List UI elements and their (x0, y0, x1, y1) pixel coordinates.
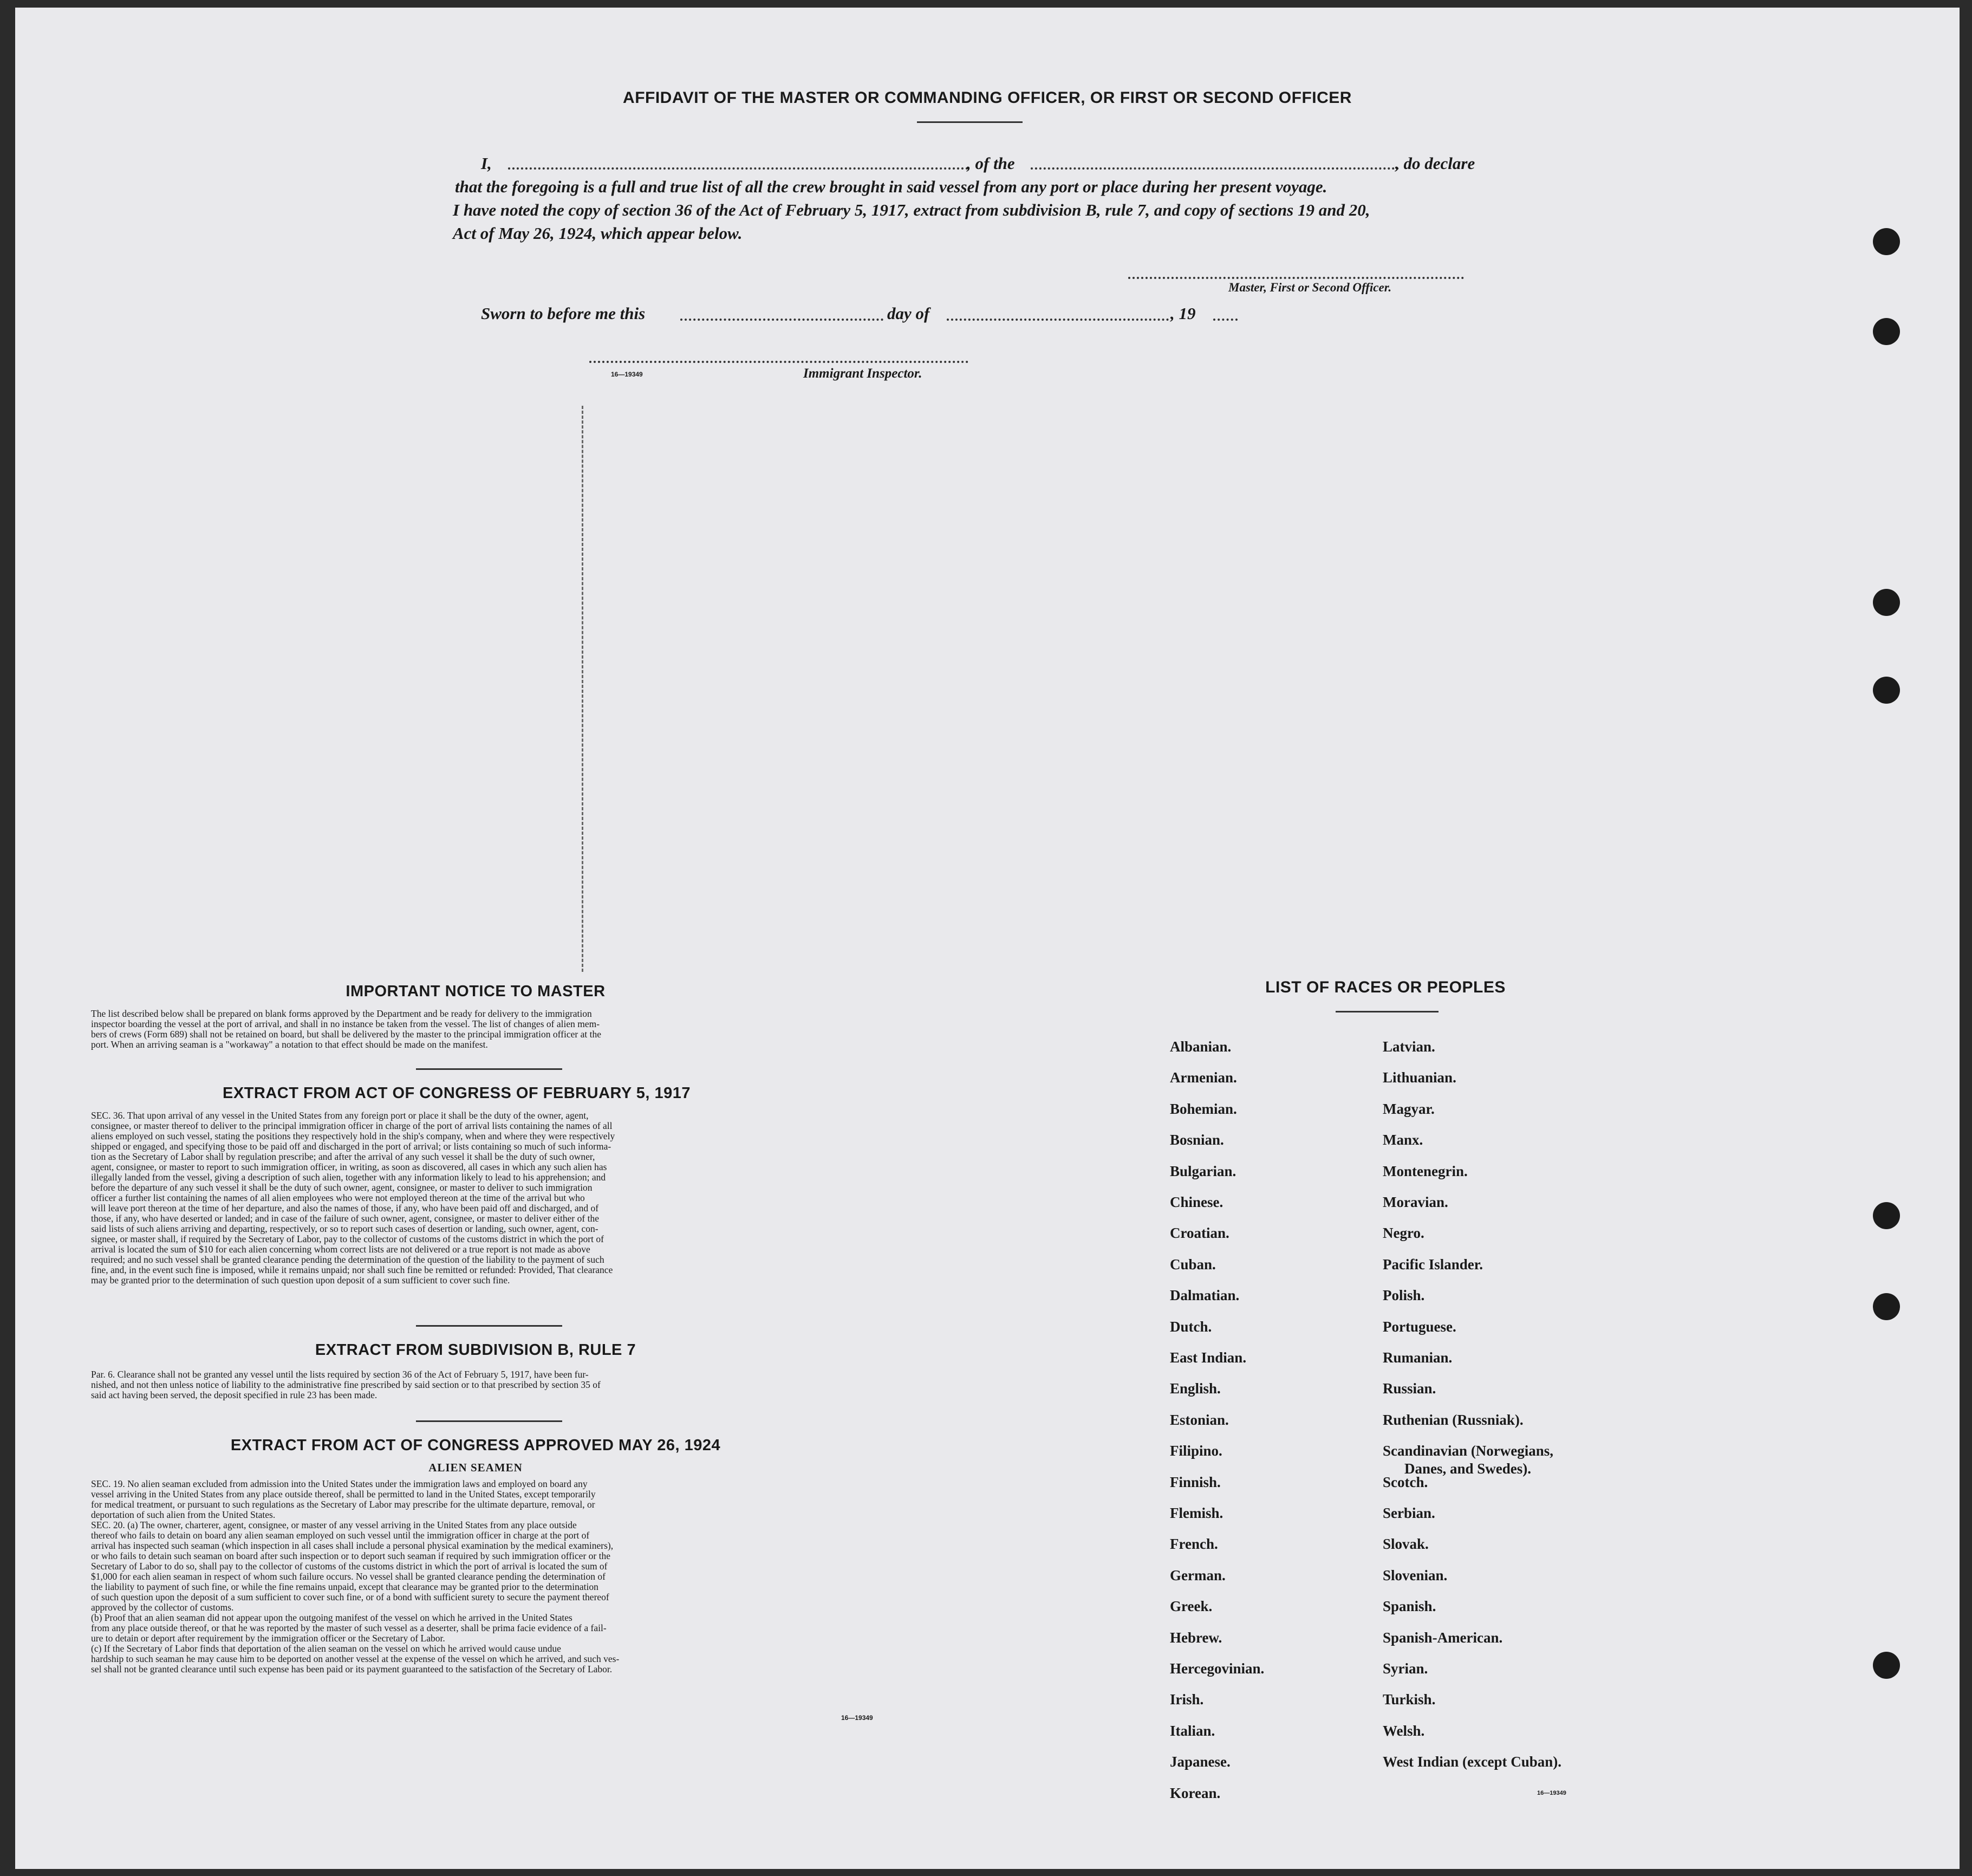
race-item: Portuguese. (1383, 1318, 1456, 1335)
race-item: Welsh. (1383, 1722, 1425, 1739)
extract-1917-body: SEC. 36. That upon arrival of any vessel in the United States from any foreign port or place it shall be the duty of the owner, agent, consignee, or master thereof to deliver to the principal immigration officer in charge of the port of arrival lists containing the names of all aliens employed on such vessel, stating the positions they respectively hold in the ship's company, when and where they were respectively shipped or engaged, and specifying those to be paid off and discharged in the port of arrival; or lists containing so much of such informa- tion as the Secretary of Labor shall by regulation prescribe; and after the arrival of any such vessel it shall be the duty of such owner, agent, consignee, or master to report to such immigration officer, in writing, as soon as discovered, all cases in which any such alien has illegally landed from the vessel, giving a description of such alien, together with any information likely to lead to his apprehension; and before the departure of any such vessel it shall be the duty of such owner, agent, consignee, or master to deliver to such immigration officer a further list containing the names of all alien employees who were not employed thereon at the time of the arrival but who will leave port thereon at the time of her departure, and also the names of those, if any, who have been paid off and discharged, and of those, if any, who have deserted or landed; and in case of the failure of such owner, agent, consignee, or master to deliver either of the said lists of such aliens arriving and departing, respectively, or so to report such cases of desertion or landing, such owner, agent, con- signee, or master shall, if required by the Secretary of Labor, pay to the collector of customs of the customs district in which the port of arrival is located the sum of $10 for each alien concerning whom correct lists are not delivered or a true report is not made as above required; and no such vessel shall be granted clearance pending the determination of the question of the liability to the payment of such fine, and, in the event such fine is imposed, while it remains unpaid; nor shall such fine be remitted or refunded: Provided, That clearance may be granted prior to the determination of such question upon deposit of a sum sufficient to cover such fine. (91, 1110, 615, 1286)
race-item: Pacific Islander. (1383, 1256, 1483, 1273)
race-item: Slovenian. (1383, 1567, 1448, 1583)
affidavit-line-4: Act of May 26, 1924, which appear below. (453, 224, 743, 243)
punch-hole-3 (1873, 589, 1900, 616)
alien-seamen-subtitle: ALIEN SEAMEN (428, 1461, 523, 1474)
race-item: English. (1170, 1380, 1221, 1397)
race-item: Albanian. (1170, 1038, 1232, 1055)
divider-3 (416, 1420, 562, 1422)
inspector-caption: Immigrant Inspector. (803, 366, 922, 381)
punch-hole-2 (1873, 318, 1900, 345)
race-item: Spanish. (1383, 1598, 1436, 1615)
race-item: Flemish. (1170, 1505, 1223, 1521)
title-rule (917, 121, 1023, 123)
year-label: , 19 (1170, 304, 1196, 323)
year-blank[interactable] (1213, 319, 1238, 321)
races-title: LIST OF RACES OR PEOPLES (1265, 978, 1506, 996)
day-of-label: day of (887, 304, 930, 323)
notice-title: IMPORTANT NOTICE TO MASTER (346, 983, 606, 1000)
race-item: Cuban. (1170, 1256, 1216, 1273)
race-item: Italian. (1170, 1722, 1215, 1739)
divider-1 (416, 1068, 562, 1070)
affidavit-i-label: I, (481, 154, 492, 173)
race-item: Bulgarian. (1170, 1163, 1236, 1179)
affidavit-line-2: that the foregoing is a full and true list of all the crew brought in said vessel from any port or place during her present voyage. (455, 177, 1327, 196)
race-item: East Indian. (1170, 1349, 1247, 1366)
punch-hole-7 (1873, 1652, 1900, 1679)
race-item: Polish. (1383, 1287, 1425, 1304)
notice-body: The list described below shall be prepared on blank forms approved by the Department and be ready for delivery to the immigration inspector boarding the vessel at the port of arrival, and shall in no instance be taken from the vessel. The list of changes of alien mem- bers of crews (Form 689) shall not be retained on board, but shall be delivered by the master to the principal immigration officer at the port. When an arriving seaman is a "workaway" a notation to that effect should be made on the manifest. (91, 1008, 601, 1050)
race-item: Scotch. (1383, 1473, 1428, 1490)
race-item: Turkish. (1383, 1691, 1436, 1708)
extract-form-number: 16—19349 (841, 1714, 873, 1722)
inspector-blank[interactable] (589, 361, 968, 363)
extract-1924-body: SEC. 19. No alien seaman excluded from admission into the United States under the immigration laws and employed on board any vessel arriving in the United States from any place outside thereof, shall be permitted to land in the United States, except temporarily for medical treatment, or pursuant to such regulations as the Secretary of Labor may prescribe for the ultimate departure, removal, or deportation of such alien from the United States. SEC. 20. (a) The owner, charterer, agent, consignee, or master of any vessel arriving in the United States from any place outside thereof who fails to detain on board any alien seaman employed on such vessel until the immigration officer in charge at the port of arrival has inspected such seaman (which inspection in all cases shall include a personal physical examination by the medical examiners), or who fails to detain such seaman on board after such inspection or to deport such seaman if required by such immigration officer or the Secretary of Labor to do so, shall pay to the collector of customs of the customs district in which the port of arrival is located the sum of $1,000 for each alien seaman in respect of whom such failure occurs. No vessel shall be granted clearance pending the determination of the liability to payment of such fine, or while the fine remains unpaid, except that clearance may be granted prior to the determination of such question upon the deposit of a sum sufficient to cover such fine, or of a bond with sufficient surety to secure the payment thereof approved by the collector of customs. (b) Proof that an alien seaman did not appear upon the outgoing manifest of the vessel on which he arrived in the United States from any place outside thereof, or that he was reported by the master of such vessel as a deserter, shall be prima facie evidence of a fail- ure to detain or deport after requirement by the immigration officer or the Secretary of Labor. (c) If the Secretary of Labor finds that deportation of the alien seaman on the vessel on which he arrived would cause undue hardship to such seaman he may cause him to be deported on another vessel at the expense of the vessel on which he arrived, and such ves- sel shall not be granted clearance until such expense has been paid or its payment guaranteed to the satisfaction of the Secretary of Labor. (91, 1478, 620, 1674)
fold-line (582, 406, 585, 972)
document-page (15, 8, 1960, 1869)
punch-hole-4 (1873, 677, 1900, 704)
day-blank[interactable] (680, 319, 883, 321)
race-item: Hebrew. (1170, 1629, 1222, 1646)
affidavit-form-number: 16—19349 (611, 371, 643, 378)
sworn-label: Sworn to before me this (481, 304, 646, 323)
race-item: Croatian. (1170, 1225, 1229, 1242)
races-form-number: 16—19349 (1537, 1790, 1566, 1796)
race-item: Estonian. (1170, 1411, 1229, 1428)
race-item: Armenian. (1170, 1069, 1237, 1086)
race-item: Dutch. (1170, 1318, 1212, 1335)
race-item: Hercegovinian. (1170, 1660, 1265, 1677)
race-item: Bosnian. (1170, 1132, 1224, 1148)
race-item: German. (1170, 1567, 1226, 1583)
race-item: Bohemian. (1170, 1100, 1237, 1117)
affidavit-title: AFFIDAVIT OF THE MASTER OR COMMANDING OFFICER, OR FIRST OR SECOND OFFICER (623, 89, 1352, 107)
race-item: Irish. (1170, 1691, 1204, 1708)
race-item: Greek. (1170, 1598, 1213, 1615)
race-item: Filipino. (1170, 1443, 1222, 1459)
race-item: Dalmatian. (1170, 1287, 1240, 1304)
race-item: Rumanian. (1383, 1349, 1453, 1366)
divider-2 (416, 1325, 562, 1327)
race-item: Danes, and Swedes). (1404, 1460, 1532, 1477)
race-item: Japanese. (1170, 1754, 1231, 1770)
race-item: Slovak. (1383, 1536, 1429, 1553)
race-item: Montenegrin. (1383, 1163, 1468, 1179)
race-item: West Indian (except Cuban). (1383, 1754, 1562, 1770)
signature-blank[interactable] (1128, 277, 1464, 279)
race-item: Finnish. (1170, 1473, 1221, 1490)
race-item: Magyar. (1383, 1100, 1435, 1117)
punch-hole-1 (1873, 228, 1900, 255)
race-item: Negro. (1383, 1225, 1424, 1242)
races-rule (1336, 1011, 1439, 1012)
race-item: Ruthenian (Russniak). (1383, 1411, 1524, 1428)
punch-hole-5 (1873, 1202, 1900, 1229)
rule7-body: Par. 6. Clearance shall not be granted any vessel until the lists required by section 36 of the Act of February 5, 1917, have been fur- nished, and not then unless notice of liability to the administrative fine prescribed by said section or to that prescribed by section 35 of said act having been served, the deposit specified in rule 23 has been made. (91, 1369, 601, 1400)
affidavit-do-declare: , do declare (1395, 154, 1475, 173)
race-item: Serbian. (1383, 1505, 1435, 1521)
extract-1917-title: EXTRACT FROM ACT OF CONGRESS OF FEBRUARY 5, 1917 (222, 1085, 691, 1102)
name-blank[interactable] (508, 167, 968, 170)
race-item: Chinese. (1170, 1194, 1223, 1210)
extract-1924-title: EXTRACT FROM ACT OF CONGRESS APPROVED MAY 26, 1924 (230, 1437, 721, 1454)
signature-caption: Master, First or Second Officer. (1228, 281, 1392, 294)
affidavit-of-the: , of the (967, 154, 1015, 173)
race-item: Scandinavian (Norwegians, (1383, 1443, 1554, 1459)
race-item: Russian. (1383, 1380, 1436, 1397)
race-item: Spanish-American. (1383, 1629, 1503, 1646)
race-item: Korean. (1170, 1784, 1221, 1801)
race-item: Lithuanian. (1383, 1069, 1456, 1086)
vessel-blank[interactable] (1031, 167, 1399, 170)
affidavit-line-3: I have noted the copy of section 36 of the Act of February 5, 1917, extract from subdivision B, rule 7, and copy of sections 19 and 20, (453, 200, 1370, 219)
race-item: Syrian. (1383, 1660, 1428, 1677)
rule7-title: EXTRACT FROM SUBDIVISION B, RULE 7 (315, 1341, 636, 1359)
race-item: French. (1170, 1536, 1218, 1553)
month-blank[interactable] (947, 319, 1169, 321)
race-item: Moravian. (1383, 1194, 1448, 1210)
race-item: Latvian. (1383, 1038, 1435, 1055)
race-item: Manx. (1383, 1132, 1423, 1148)
punch-hole-6 (1873, 1293, 1900, 1320)
